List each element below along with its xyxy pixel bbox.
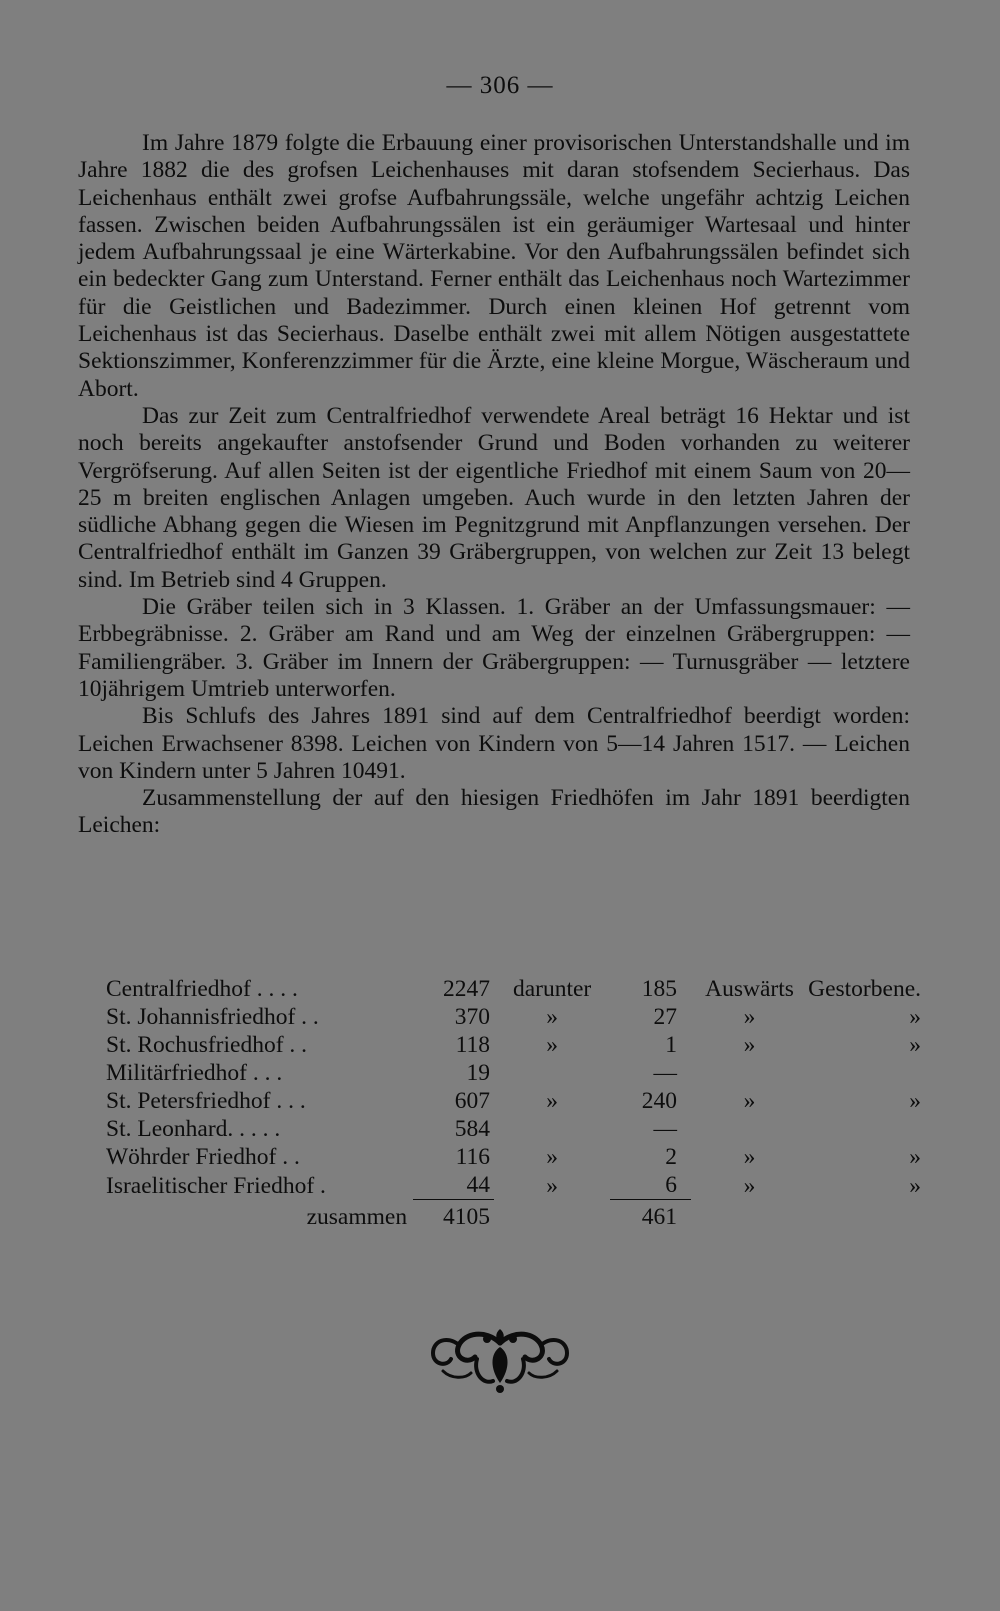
paragraph-buildings: Im Jahre 1879 folgte die Erbauung einer provisorischen Unterstandshalle und im Jahre 1882 die des grofsen Leichenhauses mit daran stofsendem Secierhaus. Das Leichenhaus enthält zwei grofse Aufbahrungssäle, welche ungefähr achtzig Leichen fassen. Zwischen beiden Aufbahrungssälen ist ein geräumiger Wartesaal und hinter jedem Aufbahrungssaal je eine Wärterkabine. Vor den Aufbahrungssälen befindet sich ein bedeckter Gang zum Unterstand. Ferner enthält das Leichenhaus noch Wartezimmer für die Geistlichen und Badezimmer. Durch einen kleinen Hof getrennt vom Leichenhaus ist das Secierhaus. Daselbe enthält zwei mit allem Nötigen ausgestattete Sektionszimmer, Konferenzzimmer für die Ärzte, eine kleine Morgue, Wäscheraum und Abort. xyxy=(78,130,910,402)
ditto-mark xyxy=(494,1115,610,1143)
burial-total: 370 xyxy=(454,1004,491,1030)
ditto-mark: » xyxy=(909,1088,921,1114)
paragraph-burial-totals: Bis Schlufs des Jahres 1891 sind auf dem Centralfriedhof beerdigt worden: Leichen Erwachsener 8398. Leichen von Kindern von 5—14 Jahren 1517. — Leichen von Kindern unter 5 Jahren 10491. xyxy=(78,703,910,784)
cemetery-name: St. Petersfriedhof . . . xyxy=(106,1088,306,1114)
ditto-mark xyxy=(494,1059,610,1087)
outside-count: 1 xyxy=(665,1032,677,1058)
ditto-mark: » xyxy=(909,1004,921,1030)
ditto-mark: » xyxy=(743,1004,756,1030)
cemetery-name: St. Leonhard. . . . . xyxy=(106,1116,281,1142)
table-row xyxy=(106,1031,921,1059)
burial-total: 116 xyxy=(455,1144,491,1170)
ditto-mark xyxy=(691,1115,808,1143)
ditto-mark xyxy=(808,1059,921,1087)
floral-vignette-ornament-icon xyxy=(425,1323,575,1395)
table-sum-row xyxy=(106,1200,921,1235)
ditto-mark: » xyxy=(743,1144,756,1170)
ditto-mark: » xyxy=(546,1088,558,1114)
sum-label: zusammen xyxy=(306,1204,408,1230)
page-number: — 306 — xyxy=(446,72,554,99)
burial-total: 118 xyxy=(455,1032,491,1058)
outside-count: — xyxy=(653,1060,677,1086)
cemetery-name: St. Rochusfriedhof . . xyxy=(106,1032,308,1058)
sum-total: 4105 xyxy=(443,1204,491,1230)
outside-count: 2 xyxy=(665,1144,677,1170)
ditto-mark: » xyxy=(743,1172,756,1199)
ditto-mark: » xyxy=(546,1032,558,1058)
ditto-mark: » xyxy=(546,1172,558,1199)
ditto-mark: » xyxy=(743,1088,756,1114)
paragraph-area: Das zur Zeit zum Centralfriedhof verwendete Areal beträgt 16 Hektar und ist noch bereits angekaufter anstofsender Grund und Boden vorhanden zu weiterer Vergröfserung. Auf allen Seiten ist der eigentliche Friedhof mit einem Saum von 20—25 m breiten englischen Anlagen umgeben. Auch wurde in den letzten Jahren der südliche Abhang gegen die Wiesen im Pegnitzgrund mit Anpflanzungen versehen. Der Centralfriedhof enthält im Ganzen 39 Gräbergruppen, von welchen zur Zeit 13 belegt sind. Im Betrieb sind 4 Gruppen. xyxy=(78,402,910,593)
table-row xyxy=(106,1003,921,1031)
burial-total: 19 xyxy=(466,1060,491,1086)
burial-total: 584 xyxy=(454,1116,491,1142)
ditto-mark: » xyxy=(909,1144,921,1170)
paragraph-table-intro: Zusammenstellung der auf den hiesigen Friedhöfen im Jahr 1891 beerdigten Leichen: xyxy=(78,785,910,839)
burial-total: 44 xyxy=(413,1171,494,1200)
cemetery-name: Wöhrder Friedhof . . xyxy=(106,1144,300,1170)
table-row xyxy=(106,975,921,1003)
burial-total: 607 xyxy=(454,1088,491,1114)
gestorbene-label: Gestorbene. xyxy=(808,976,921,1002)
table-row xyxy=(106,1059,921,1087)
auswaerts-label: Auswärts xyxy=(705,976,794,1002)
outside-count: 240 xyxy=(641,1088,677,1114)
burial-total: 2247 xyxy=(443,976,491,1002)
outside-count: 27 xyxy=(653,1004,677,1030)
table-row xyxy=(106,1087,921,1115)
darunter-label: darunter xyxy=(512,976,592,1002)
paragraph-grave-classes: Die Gräber teilen sich in 3 Klassen. 1. Gräber an der Umfassungsmauer: — Erbbegräbnisse. 2. Gräber am Rand und am Weg der einzelnen Gräbergruppen: — Familiengräber. 3. Gräber im Innern der Gräbergruppen: — Turnusgräber — letztere 10jährigem Umtrieb unterworfen. xyxy=(78,594,910,702)
cemetery-name: Militärfriedhof . . . xyxy=(106,1060,283,1086)
ditto-mark xyxy=(691,1059,808,1087)
ditto-mark: » xyxy=(743,1032,756,1058)
table-row xyxy=(106,1171,921,1200)
ditto-mark: » xyxy=(909,1032,921,1058)
ditto-mark: » xyxy=(546,1144,558,1170)
body-text xyxy=(78,130,910,840)
table-row xyxy=(106,1115,921,1143)
ditto-mark: » xyxy=(546,1004,558,1030)
cemetery-name: Centralfriedhof . . . . xyxy=(106,976,298,1002)
ditto-mark: » xyxy=(909,1172,921,1199)
cemetery-name: Israelitischer Friedhof . xyxy=(106,1172,326,1199)
table-row xyxy=(106,1143,921,1171)
cemetery-burials-table xyxy=(106,975,921,1234)
outside-count: — xyxy=(653,1116,677,1142)
cemetery-name: St. Johannisfriedhof . . xyxy=(106,1004,319,1030)
sum-outside-count: 461 xyxy=(641,1204,677,1230)
outside-count: 6 xyxy=(610,1171,691,1200)
ditto-mark xyxy=(808,1115,921,1143)
outside-count: 185 xyxy=(641,976,677,1002)
